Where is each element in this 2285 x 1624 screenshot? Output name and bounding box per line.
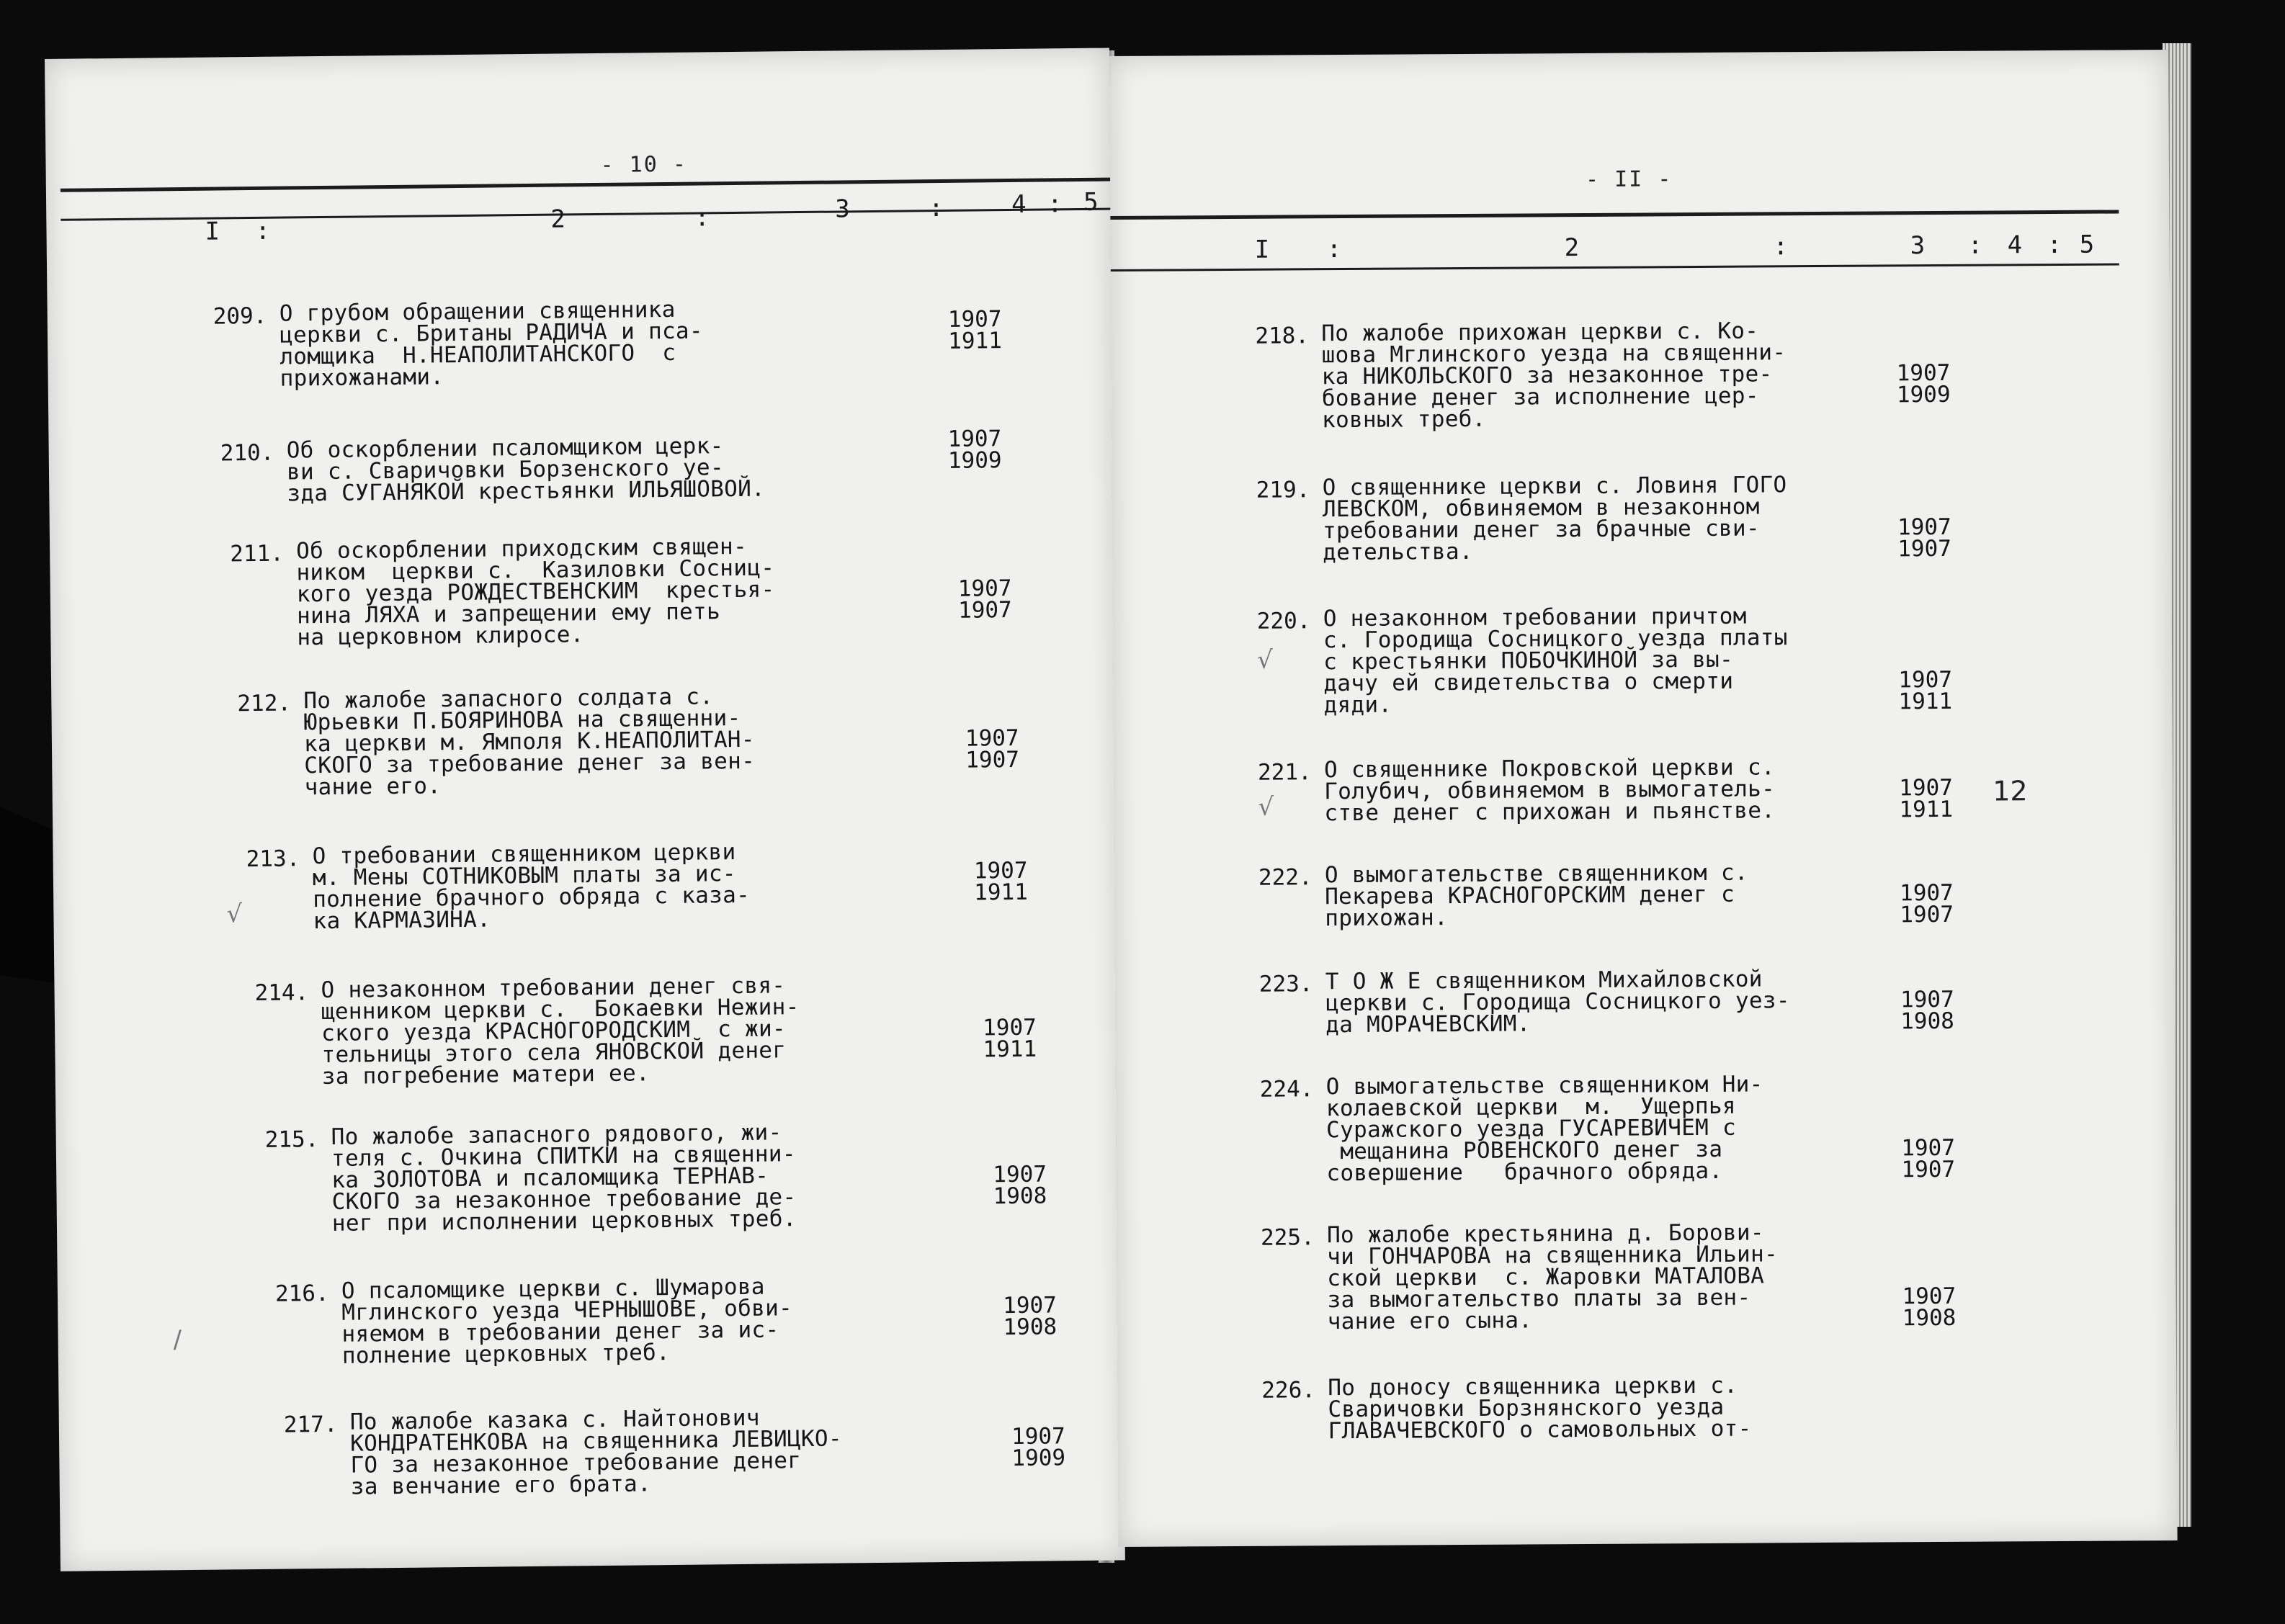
entry-text: О грубом обращении священника церкви с. Британы РАДИЧА и пса- ломщика Н.НЕАПОЛИТАНСКОГО с прихожанами.	[279, 296, 704, 392]
left-page: - 10 - I : 2 : 3 : 4 : 5 209. О грубом обращении священника церкви с. Британы РАДИЧА и пса- ломщика Н.НЕАПОЛИТАНСКОГО с прихожанами. 1907 1911 210. Об оскорблении псаломщиком церк- ви с. Сваричовки Борзенского уе- зда СУГАНЯКОЙ крестьянки ИЛЬЯШОВОЙ. 1907 1909 211. Об оскорблении приходским священ- ником церкви с. Казиловки Сосниц- кого уезда РОЖДЕСТВЕНСКИМ крестья- нина ЛЯХА и запрещении ему петь на церковном клиросе. 1907 1907 212. По жалобе запасного солдата с. Юрьевки П.БОЯРИНОВА на священни- ка церкви м. Ямполя К.НЕАПОЛИТАН- СКОГО за требование денег за вен- чание его. 1907 1907 213. О требовании священником церкви м. Мены СОТНИКОВЫМ платы за ис- полнение брачного обряда с каза- ка КАРМАЗИНА. 1907 1911 214. О незаконном требовании денег свя- щенником церкви с. Бокаевки Нежин- ского уезда КРАСНОГОРОДСКИМ с жи- тельницы этого села ЯНОВСКОЙ денег за погребение матери ее. 1907 1911 215. По жалобе запасного рядового, жи- теля с. Очкина СПИТКИ на священни- ка ЗОЛОТОВА и псаломщика ТЕРНАВ- СКОГО за незаконное требование де- нег при исполнении церковных треб. 1907 1908 216. О псаломщике церкви с. Шумарова Мглинского уезда ЧЕРНЫШОВЕ, обви- няемом в требовании денег за ис- полнение церковных треб. 1907 1908 217. По жалобе казака с. Найтонович КОНДРАТЕНКОВА на священника ЛЕВИЦКО- ГО за незаконное требование денег за венчание его брата. 1907 1909 √ /	[45, 48, 1125, 1571]
column-2-header: 2	[550, 205, 566, 234]
column-5-header: 5	[2079, 230, 2095, 259]
header-rule-top	[61, 177, 1112, 192]
column-5-header: 5	[1083, 187, 1099, 217]
right-page-number: - II -	[1585, 166, 1673, 192]
column-4-header: 4	[1011, 189, 1027, 219]
header-rule-top	[1110, 210, 2119, 220]
entry-years: 1907 1911	[947, 306, 1003, 354]
entry-number: 209.	[213, 302, 267, 330]
right-page: - II - I : 2 : 3 : 4 : 5 218. По жалобе прихожан церкви с. Ко- шова Мглинского уезда на священни- ка НИКОЛЬСКОГО за незаконное тре- бование денег за исполнение цер- ковных треб. 1907 1909 219. О священнике церкви с. Ловиня ГОГО ЛЕВСКОМ, обвиняемом в незаконном требовании денег за брачные сви- детельства. 1907 1907 220. О незаконном требовании причтом с. Городища Сосницкого уезда платы с крестьянки ПОБОЧКИНОЙ за вы- дачу ей свидетельства о смерти дяди. 1907 1911 221. О священнике Покровской церкви с. Голубич, обвиняемом в вымогатель- стве денег с прихожан и пьянстве. 1907 1911 12 222. О вымогательстве священником с. Пекарева КРАСНОГОРСКИМ денег с прихожан. 1907 1907 223. Т О Ж Е священником Михайловской церкви с. Городища Сосницкого уез- да МОРАЧЕВСКИМ. 1907 1908 224. О вымогательстве священником Ни- колаевской церкви м. Ущерпья Суражского уезда ГУСАРЕВИЧЕМ с мещанина РОВЕНСКОГО денег за совершение брачного обряда. 1907 1907 225. По жалобе крестьянина д. Борови- чи ГОНЧАРОВА на священника Ильин- ской церкви с. Жаровки МАТАЛОВА за вымогательство платы за вен- чание его сына. 1907 1908 226. По доносу священника церкви с. Сваричовки Борзнянского уезда ГЛАВАЧЕВСКОГО о самовольных от- √ √	[1109, 50, 2178, 1547]
column-4-header: 4	[2007, 230, 2023, 260]
left-page-number: - 10 -	[600, 151, 688, 178]
column-1-header: I	[1254, 235, 1270, 264]
column-3-header: 3	[1910, 231, 1926, 261]
margin-annotation: 12	[1993, 775, 2028, 807]
column-3-header: 3	[835, 194, 850, 224]
column-2-header: 2	[1564, 233, 1580, 263]
header-rule-bottom	[1111, 263, 2119, 272]
pencil-mark-icon: /	[173, 1325, 182, 1355]
column-1-header: I	[205, 217, 220, 246]
check-mark-icon: √	[226, 900, 243, 929]
check-mark-icon: √	[1258, 792, 1274, 822]
check-mark-icon: √	[1257, 645, 1273, 675]
